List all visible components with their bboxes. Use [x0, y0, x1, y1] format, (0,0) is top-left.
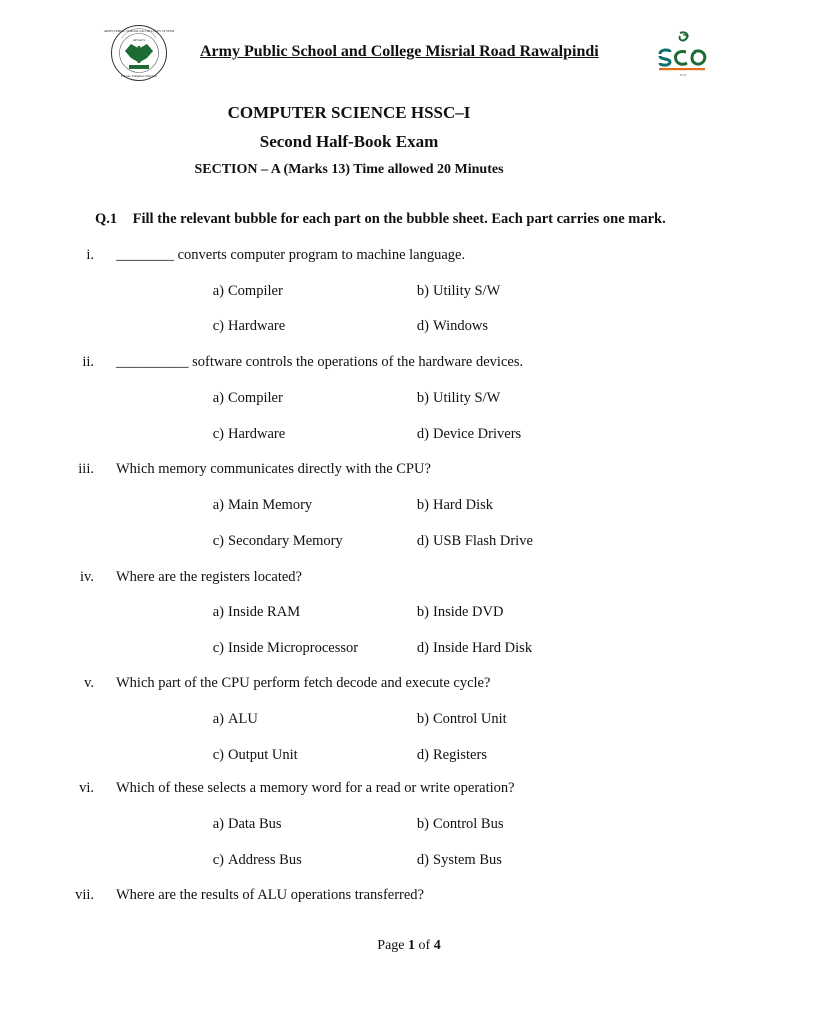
option-text: Windows	[433, 318, 488, 334]
option-text: Utility S/W	[433, 283, 501, 299]
instruction-number: Q.1	[95, 211, 118, 227]
sco-logo-text: SCO	[679, 73, 687, 77]
option-text: Inside DVD	[433, 604, 504, 620]
option-label: a)	[212, 604, 224, 620]
option-label: a)	[212, 711, 224, 727]
option-label: c)	[212, 318, 224, 334]
option-label: d)	[416, 533, 429, 549]
page-total: 4	[433, 938, 441, 953]
question-text: Which memory communicates directly with the CPU?	[116, 461, 431, 477]
page-current: 1	[408, 938, 416, 953]
option-label: b)	[416, 497, 429, 513]
question-text: __________ software controls the operations of the hardware devices.	[116, 354, 524, 370]
aps-crest-icon	[103, 24, 175, 82]
section-title: SECTION – A (Marks 13) Time allowed 20 Minutes	[194, 162, 504, 177]
option-label: c)	[212, 426, 224, 442]
question-number: ii.	[82, 354, 94, 370]
question-number: v.	[84, 675, 94, 691]
option-text: Inside Microprocessor	[228, 640, 359, 656]
option-text: Compiler	[228, 390, 283, 406]
question-text: Where are the registers located?	[116, 569, 302, 585]
option-text: USB Flash Drive	[433, 533, 533, 549]
page-of: of	[418, 938, 431, 953]
question-instruction	[95, 211, 666, 228]
crest-text-top: ARMY PUBLIC SCHOOLS & COLLEGES SYSTEM	[103, 29, 175, 33]
option-label: b)	[416, 283, 429, 299]
question-number: vi.	[79, 780, 94, 796]
option-text: Inside Hard Disk	[433, 640, 533, 656]
option-label: b)	[416, 390, 429, 406]
option-label: c)	[212, 852, 224, 868]
option-text: Inside RAM	[228, 604, 301, 620]
subject-title: COMPUTER SCIENCE HSSC–I	[227, 103, 471, 122]
option-label: d)	[416, 640, 429, 656]
option-text: Device Drivers	[433, 426, 522, 442]
page-prefix: Page	[377, 938, 405, 953]
option-label: b)	[416, 816, 429, 832]
option-text: ALU	[228, 711, 258, 727]
option-text: Control Bus	[433, 816, 504, 832]
question-number: i.	[86, 247, 94, 263]
option-label: a)	[212, 497, 224, 513]
option-text: Hard Disk	[433, 497, 494, 513]
option-text: Registers	[433, 747, 487, 763]
option-text: Main Memory	[228, 497, 313, 513]
option-text: Secondary Memory	[228, 533, 343, 549]
exam-title: Second Half-Book Exam	[259, 132, 439, 151]
sco-logo-icon	[656, 30, 710, 78]
question-number: iii.	[78, 461, 94, 477]
crest-text-small: APSACS	[132, 38, 146, 42]
option-label: c)	[212, 640, 224, 656]
page-footer	[0, 938, 818, 954]
option-text: Hardware	[228, 426, 286, 442]
question-text: Which part of the CPU perform fetch decode and execute cycle?	[116, 675, 491, 691]
question-text: ________ converts computer program to machine language.	[116, 247, 466, 263]
option-text: Compiler	[228, 283, 283, 299]
option-label: a)	[212, 283, 224, 299]
option-label: d)	[416, 426, 429, 442]
option-text: Output Unit	[228, 747, 298, 763]
option-text: Hardware	[228, 318, 286, 334]
option-label: a)	[212, 816, 224, 832]
question-text: Where are the results of ALU operations transferred?	[116, 887, 424, 903]
option-text: Control Unit	[433, 711, 507, 727]
option-text: System Bus	[433, 852, 502, 868]
school-name: Army Public School and College Misrial Road Rawalpindi	[200, 43, 599, 60]
option-label: c)	[212, 747, 224, 763]
question-text: Which of these selects a memory word for a read or write operation?	[116, 780, 515, 796]
question-number: vii.	[75, 887, 94, 903]
option-text: Address Bus	[228, 852, 302, 868]
option-label: b)	[416, 711, 429, 727]
crest-text-bottom: Educate, Enlighten, Empower	[121, 74, 157, 78]
option-label: b)	[416, 604, 429, 620]
option-label: d)	[416, 747, 429, 763]
option-text: Utility S/W	[433, 390, 501, 406]
option-text: Data Bus	[228, 816, 282, 832]
option-label: a)	[212, 390, 224, 406]
instruction-text: Fill the relevant bubble for each part on the bubble sheet. Each part carries one mark.	[132, 211, 666, 227]
question-number: iv.	[80, 569, 94, 585]
option-label: d)	[416, 318, 429, 334]
option-label: c)	[212, 533, 224, 549]
option-label: d)	[416, 852, 429, 868]
